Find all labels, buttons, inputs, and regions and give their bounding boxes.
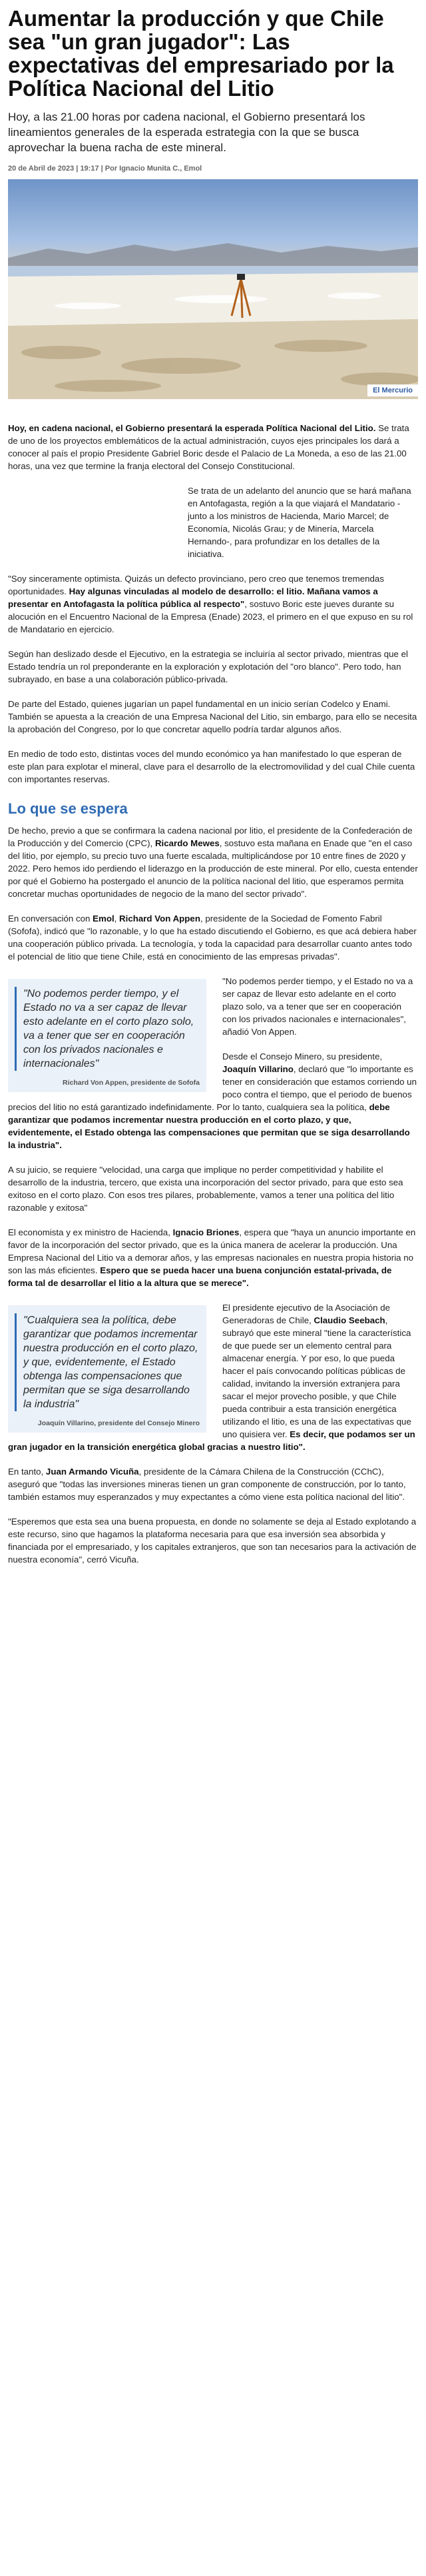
photo-credit: El Mercurio [367, 384, 418, 396]
article [0, 7, 426, 1566]
pull-quote-author: Joaquín Villarino, presidente del Consejo Minero [37, 1419, 200, 1427]
pull-quote-text: "No podemos perder tiempo, y el Estado no va a ser capaz de llevar esto adelante en el corto plazo solo, va a tener que ser en cooperación con los privados nacionales e internacionales" [15, 987, 200, 1071]
section-heading: Lo que se espera [8, 800, 128, 817]
person-name: Juan Armando Vicuña [45, 1467, 139, 1477]
hero-photo [8, 179, 418, 399]
text: , presidente de la Sociedad de Fomento Fabril (Sofofa), indicó que "lo razonable, y lo que ha estado discutiendo el Gobierno, es que acá debiera haber una cooperación público privada. La tecnología, y toda la capacidad para desarrollar cuanto antes todo el potencial de litio que tiene Chile, está en conocimiento de las empresas privadas". [8, 914, 417, 962]
paragraph [8, 824, 418, 900]
text: "Soy sinceramente optimista. Quizás un defecto provinciano, pero creo que tenemos tremendas oportunidades. [8, 574, 384, 596]
paragraph [8, 1465, 418, 1503]
paragraph [8, 422, 418, 472]
bold-text: Hoy, en cadena nacional, el Gobierno presentará la esperada Política Nacional del Litio. [8, 423, 376, 433]
paragraph: Se trata de un adelanto del anuncio que se hará mañana en Antofagasta, región a la que viajará el Mandatario -junto a los ministros de Hacienda, Mario Marcel; de Economía, Nicolás Grau; y de Minería, Marcela Hernando-, para profundizar en los detalles de la iniciativa. [188, 486, 411, 559]
text: De hecho, previo a que se confirmara la cadena nacional por litio, el presidente de la Confederación de la Producción y del Comercio (CPC), [8, 826, 413, 848]
person-name: Claudio Seebach [314, 1315, 385, 1325]
person-name: Ricardo Mewes [154, 838, 220, 848]
pull-quote [8, 1305, 206, 1433]
paragraph: En medio de todo esto, distintas voces del mundo económico ya han manifestado lo que esperan de este plan para explotar el mineral, clave para el desarrollo de la electromovilidad y del cual Chile cuenta con importantes reservas. [8, 749, 415, 784]
text: , declaró que "lo importante es tener en consideración que estamos corriendo un poco contra el tiempo, que el periodo de buenos precios del litio no está garantizado indefinidamente. Por lo tanto, cualquiera sea la política, [8, 1064, 417, 1112]
paragraph: De parte del Estado, quienes jugarían un papel fundamental en un inicio serían Codelco y Enami. También se apuesta a la creación de una Empresa Nacional del Litio, sin embargo, para ello se necesita la aprobación del Congreso, por lo que concretar aquello podría tardar algunos años. [8, 699, 417, 734]
bold-text: Hay algunas vinculadas al modelo de desarrollo: el litio. Mañana vamos a presentar en Antofagasta la política pública al respecto" [8, 586, 378, 609]
salt-flat-landscape [8, 179, 418, 399]
text: En conversación con [8, 914, 93, 924]
text: , sostuvo Boric este jueves durante su alocución en el Encuentro Nacional de la Empresa (Enade) 2023, el primero en el que expuso en su rol de Mandatario en ejercicio. [8, 599, 413, 634]
text: El presidente ejecutivo de la Asociación de Generadoras de Chile, [222, 1303, 391, 1325]
person-name: Ignacio Briones [172, 1227, 240, 1237]
person-name: Joaquín Villarino [222, 1064, 294, 1074]
paragraph: Según han deslizado desde el Ejecutivo, en la estrategia se incluiría al sector privado, mientras que el Estado tendría un rol preponderante en la exploración y explotación del "oro blanco". Pero todo, han subrayado, en base a una colaboración público-privada. [8, 649, 408, 684]
pull-quote [8, 979, 206, 1092]
pull-quote-author: Richard Von Appen, presidente de Sofofa [63, 1079, 200, 1087]
text: , presidente de la Cámara Chilena de la Construcción (CChC), aseguró que "todas las inversiones mineras tienen un gran componente de construcción, por lo tanto, también estamos muy esperanzados y muy expectantes a cómo viene esta política nacional del litio". [8, 1467, 406, 1502]
person-name: Richard Von Appen [119, 914, 200, 924]
text: Se trata de uno de los proyectos emblemáticos de la actual administración, cuyos ejes principales los dará a conocer al país el propio Presidente Gabriel Boric desde el Palacio de La Moneda, a eso de las 21.00 horas, una vez que termine la franja electoral del Consejo Constitucional. [8, 423, 409, 471]
text: , sostuvo esta mañana en Enade que "en el caso del litio, por ejemplo, su precio tuvo una fuerte escalada, multiplicándose por 10 entre fines de 2020 y 2022. Pero hemos ido perdiendo el liderazgo en la producción de este mineral. Por ello, cuesta entender por qué el Gobierno ha postergado el anuncio de la política nacional del litio, que esperamos permita concretar muchas oportunidades de negocio de la mano del sector privado". [8, 838, 418, 899]
pull-quote-text: "Cualquiera sea la política, debe garantizar que podamos incrementar nuestra producción en el corto plazo, y que, evidentemente, el Estado obtenga las compensaciones que permitan que se siga desarrollando la industria" [15, 1313, 200, 1411]
article-headline: Aumentar la producción y que Chile sea "un gran jugador": Las expectativas del empresariado por la Política Nacional del Litio [8, 6, 394, 101]
article-lead: Hoy, a las 21.00 horas por cadena nacional, el Gobierno presentará los lineamientos generales de la esperada estrategia con la que se busca aprovechar la buena racha de este mineral. [8, 111, 365, 154]
paragraph [8, 1226, 418, 1289]
article-byline: 20 de Abril de 2023 | 19:17 | Por Ignacio Munita C., Emol [8, 165, 202, 173]
bold-text: Espero que se pueda hacer una buena conjunción estatal-privada, de forma tal de desarrollar el litio a la altura que se merece". [8, 1265, 392, 1288]
outlet-name: Emol [93, 914, 114, 924]
paragraph: A su juicio, se requiere "velocidad, una carga que implique no perder competitividad y habilite el desarrollo de la industria, tercero, que exista una incorporación del sector privado, para que esto sea exitoso en el corto plazo. Con esos tres pilares, probablemente, vamos a tener una política del litio razonable y exitosa" [8, 1165, 403, 1213]
paragraph: "No podemos perder tiempo, y el Estado no va a ser capaz de llevar esto adelante en el corto plazo solo, va a tener que ser en cooperación con los privados nacionales e internacionales", añadió Von Appen. [222, 976, 413, 1037]
bold-text: debe garantizar que podamos incrementar nuestra producción en el corto plazo, y que, evidentemente, el Estado obtenga las compensaciones que permitan que se siga desarrollando la industria". [8, 1102, 410, 1150]
text: El economista y ex ministro de Hacienda, [8, 1227, 173, 1237]
paragraph: "Esperemos que esta sea una buena propuesta, en donde no solamente se deja al Estado explotando a este recurso, sino que hagamos la plataforma necesaria para que esa inversión sea absorbida y financiada por el empresariado, y los capitales extranjeros, que son tan necesarios para la activación de nuestra economía", cerró Vicuña. [8, 1517, 417, 1565]
text: , espera que "haya un anuncio importante en favor de la incorporación del sector privado, que es la única manera de acelerar la producción. Una Empresa Nacional del Litio va a demorar años, y las empresas nacionales en nuestra propia historia no son las más eficientes. [8, 1227, 416, 1275]
paragraph [8, 912, 418, 963]
text: Desde el Consejo Minero, su presidente, [222, 1051, 383, 1061]
text: , subrayó que este mineral "tiene la característica de que puede ser un elemento central para almacenar energía. Y por eso, lo que pueda hacer el país convocando políticas públicas de calidad, invitando la inversión extranjera para sacar el mejor provecho posible, y que Chile pueda contribuir a esta transición energética utilizando el litio, es una de las expectativas que uno quisiera ver. [222, 1315, 411, 1439]
text: En tanto, [8, 1467, 46, 1477]
paragraph [8, 572, 418, 636]
bold-text: Es decir, que podamos ser un gran jugador en la transición energética global gracias a nuestro litio". [8, 1429, 415, 1452]
text: , [114, 914, 120, 924]
